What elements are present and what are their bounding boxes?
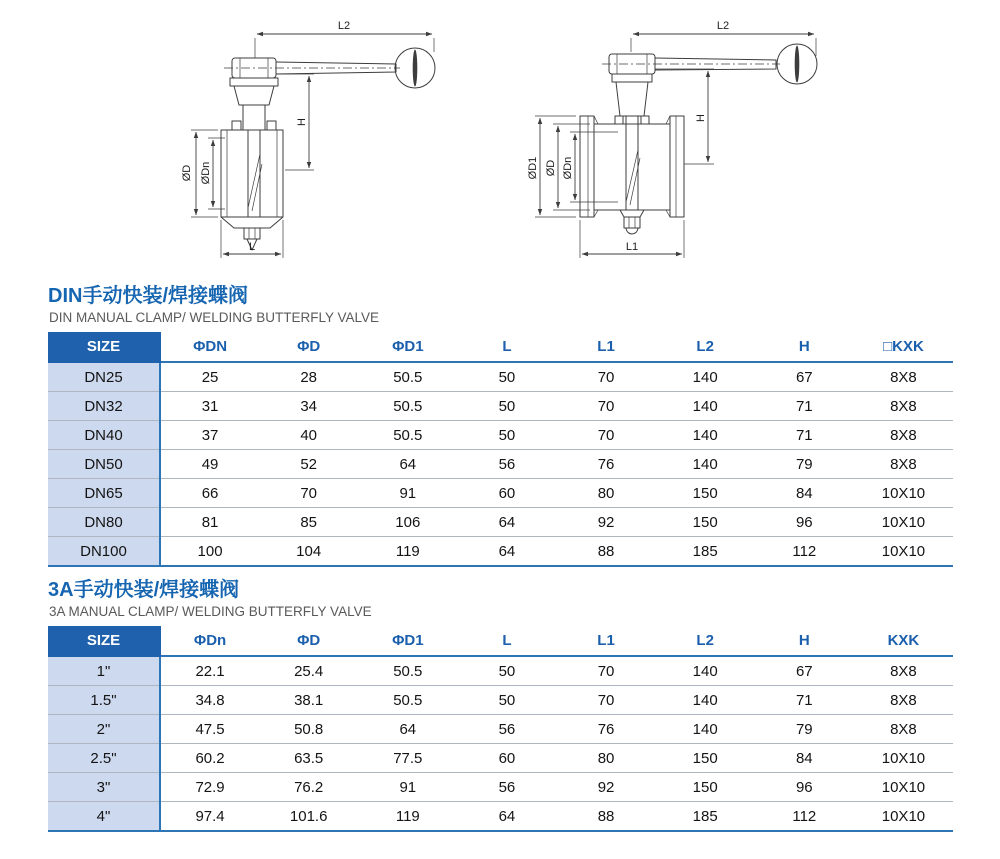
value-cell: 119 [358,802,457,832]
header-cell: KXK [854,626,953,656]
value-cell: 8X8 [854,392,953,421]
value-cell: 150 [656,508,755,537]
value-cell: 50.5 [358,421,457,450]
value-cell: 76.2 [259,773,358,802]
value-cell: 84 [755,479,854,508]
size-cell: DN32 [48,392,160,421]
size-header-cell: SIZE [48,626,160,656]
value-cell: 79 [755,450,854,479]
valve-outline [191,34,435,258]
value-cell: 72.9 [160,773,259,802]
value-cell: 70 [557,362,656,392]
value-cell: 112 [755,537,854,567]
value-cell: 50.5 [358,656,457,686]
size-cell: DN40 [48,421,160,450]
value-cell: 81 [160,508,259,537]
value-cell: 88 [557,537,656,567]
value-cell: 140 [656,392,755,421]
din-title-en: DIN MANUAL CLAMP/ WELDING BUTTERFLY VALVE [49,310,380,325]
table-row [48,362,953,392]
value-cell: 67 [755,362,854,392]
value-cell: 140 [656,362,755,392]
value-cell: 150 [656,773,755,802]
value-cell: 10X10 [854,479,953,508]
size-cell: DN100 [48,537,160,567]
value-cell: 140 [656,450,755,479]
value-cell: 38.1 [259,686,358,715]
value-cell: 40 [259,421,358,450]
value-cell: 37 [160,421,259,450]
value-cell: 60 [457,479,556,508]
header-cell: L2 [656,626,755,656]
value-cell: 80 [557,479,656,508]
value-cell: 60 [457,744,556,773]
value-cell: 50 [457,392,556,421]
value-cell: 140 [656,686,755,715]
size-cell: DN65 [48,479,160,508]
3a-dimension-table [48,626,953,832]
table-row [48,392,953,421]
value-cell: 84 [755,744,854,773]
size-cell: 1.5" [48,686,160,715]
value-cell: 56 [457,715,556,744]
value-cell: 52 [259,450,358,479]
table-row [48,508,953,537]
value-cell: 10X10 [854,744,953,773]
value-cell: 60.2 [160,744,259,773]
3a-title-en: 3A MANUAL CLAMP/ WELDING BUTTERFLY VALVE [49,604,372,619]
value-cell: 97.4 [160,802,259,832]
din-dimension-table [48,332,953,567]
value-cell: 64 [457,802,556,832]
header-cell: L [457,332,556,362]
value-cell: 100 [160,537,259,567]
header-cell: ΦD [259,626,358,656]
size-cell: 3" [48,773,160,802]
size-cell: DN25 [48,362,160,392]
value-cell: 150 [656,479,755,508]
value-cell: 34 [259,392,358,421]
value-cell: 76 [557,450,656,479]
table-row [48,450,953,479]
value-cell: 140 [656,656,755,686]
value-cell: 8X8 [854,421,953,450]
value-cell: 64 [358,715,457,744]
table-row [48,686,953,715]
header-cell: ΦD1 [358,332,457,362]
dim-label-h: H [296,118,308,126]
value-cell: 49 [160,450,259,479]
header-cell: L1 [557,626,656,656]
value-cell: 50.5 [358,362,457,392]
header-cell: H [755,626,854,656]
value-cell: 8X8 [854,686,953,715]
value-cell: 8X8 [854,715,953,744]
value-cell: 31 [160,392,259,421]
header-cell: ΦDN [160,332,259,362]
value-cell: 101.6 [259,802,358,832]
size-cell: 2" [48,715,160,744]
dim-label-l2: L2 [716,20,730,32]
value-cell: 50 [457,421,556,450]
value-cell: 85 [259,508,358,537]
value-cell: 112 [755,802,854,832]
value-cell: 25.4 [259,656,358,686]
value-cell: 88 [557,802,656,832]
header-cell: L1 [557,332,656,362]
clamp-valve-drawing [518,12,848,264]
value-cell: 64 [457,537,556,567]
value-cell: 91 [358,773,457,802]
dim-label-odn: ØDn [200,161,212,185]
size-cell: 4" [48,802,160,832]
dim-label-l2: L2 [337,20,351,32]
table-row [48,537,953,567]
value-cell: 34.8 [160,686,259,715]
din-section [48,285,953,567]
value-cell: 8X8 [854,656,953,686]
value-cell: 119 [358,537,457,567]
header-cell: ΦDn [160,626,259,656]
table-row [48,715,953,744]
value-cell: 140 [656,421,755,450]
table-row [48,773,953,802]
table-row [48,421,953,450]
value-cell: 70 [557,656,656,686]
value-cell: 92 [557,773,656,802]
value-cell: 76 [557,715,656,744]
value-cell: 185 [656,802,755,832]
value-cell: 150 [656,744,755,773]
value-cell: 10X10 [854,773,953,802]
table-row [48,479,953,508]
size-cell: DN50 [48,450,160,479]
value-cell: 50.5 [358,686,457,715]
header-row [48,332,953,362]
value-cell: 80 [557,744,656,773]
value-cell: 8X8 [854,450,953,479]
value-cell: 56 [457,450,556,479]
value-cell: 10X10 [854,537,953,567]
value-cell: 70 [557,392,656,421]
value-cell: 10X10 [854,508,953,537]
value-cell: 8X8 [854,362,953,392]
dim-label-l1: L1 [625,241,639,253]
value-cell: 79 [755,715,854,744]
header-cell: L2 [656,332,755,362]
size-cell: DN80 [48,508,160,537]
header-cell: L [457,626,556,656]
value-cell: 22.1 [160,656,259,686]
dim-label-od1: ØD1 [527,156,539,180]
value-cell: 70 [557,421,656,450]
value-cell: 71 [755,686,854,715]
value-cell: 104 [259,537,358,567]
value-cell: 50 [457,656,556,686]
value-cell: 71 [755,421,854,450]
header-cell: H [755,332,854,362]
value-cell: 56 [457,773,556,802]
3a-title-cn: 3A手动快装/焊接蝶阀 [48,579,240,601]
value-cell: 50 [457,686,556,715]
value-cell: 91 [358,479,457,508]
technical-drawings [168,12,848,264]
header-cell: ΦD [259,332,358,362]
valve-outline [535,34,817,258]
value-cell: 64 [457,508,556,537]
value-cell: 77.5 [358,744,457,773]
welding-valve-drawing [168,12,468,264]
value-cell: 92 [557,508,656,537]
value-cell: 50.8 [259,715,358,744]
size-cell: 2.5" [48,744,160,773]
size-header-cell: SIZE [48,332,160,362]
header-cell: ΦD1 [358,626,457,656]
dim-label-h: H [695,114,707,122]
value-cell: 50 [457,362,556,392]
value-cell: 28 [259,362,358,392]
3a-section [48,579,953,832]
table-row [48,656,953,686]
value-cell: 10X10 [854,802,953,832]
value-cell: 50.5 [358,392,457,421]
value-cell: 47.5 [160,715,259,744]
value-cell: 71 [755,392,854,421]
value-cell: 140 [656,715,755,744]
value-cell: 96 [755,508,854,537]
value-cell: 64 [358,450,457,479]
table-row [48,802,953,832]
dim-label-odn: ØDn [562,156,574,180]
value-cell: 63.5 [259,744,358,773]
value-cell: 96 [755,773,854,802]
value-cell: 67 [755,656,854,686]
dim-label-od: ØD [545,159,557,177]
value-cell: 66 [160,479,259,508]
value-cell: 106 [358,508,457,537]
value-cell: 70 [259,479,358,508]
header-row [48,626,953,656]
table-row [48,744,953,773]
value-cell: 25 [160,362,259,392]
din-title-cn: DIN手动快装/焊接蝶阀 [48,285,248,307]
value-cell: 70 [557,686,656,715]
dim-label-od: ØD [181,164,193,182]
header-cell: □KXK [854,332,953,362]
value-cell: 185 [656,537,755,567]
size-cell: 1" [48,656,160,686]
dim-label-l: L [248,241,256,253]
